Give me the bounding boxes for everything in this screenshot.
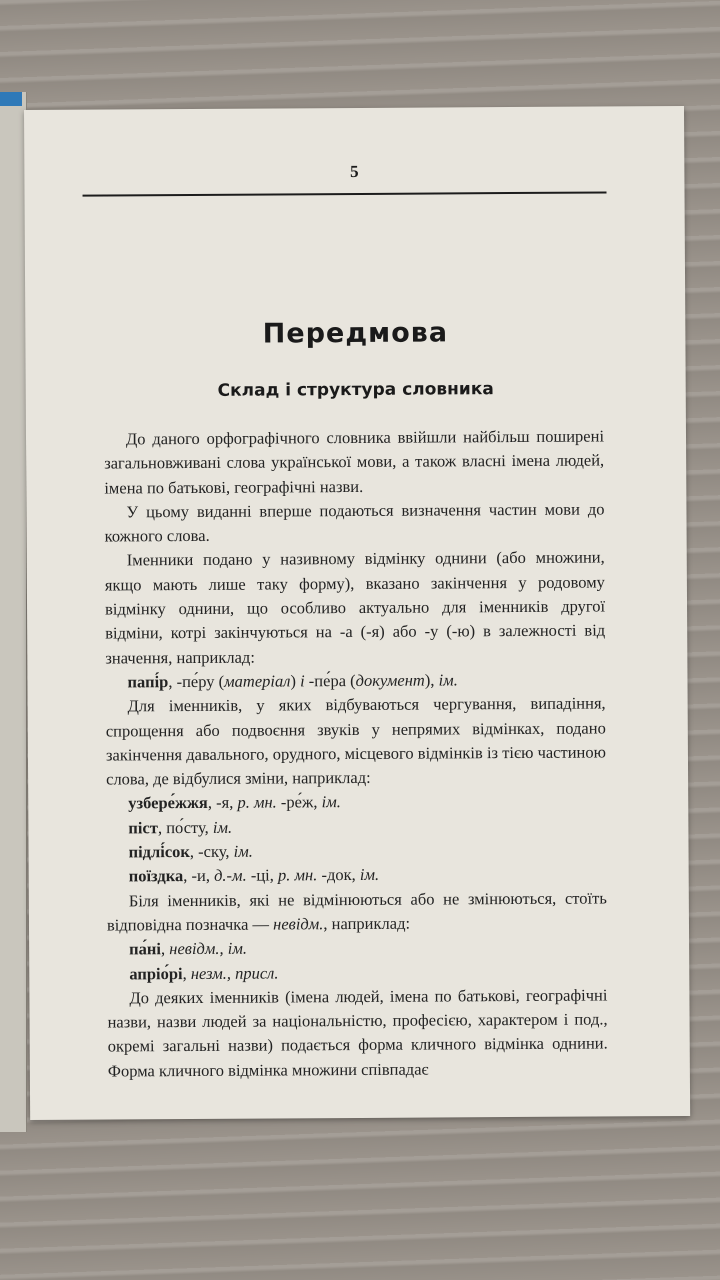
example-note: незм., присл.	[190, 962, 279, 983]
example-note: ім.	[321, 792, 341, 812]
headword: поїздка	[128, 866, 184, 886]
example-text: , -я,	[207, 793, 238, 813]
book-page	[24, 106, 690, 1120]
headword: узбере́жжя	[128, 793, 208, 813]
paragraph: Іменники подано у називному відмінку однини (або множини, якщо мають лише таку форму), вказано закінчення у родовому відмінку однини, що особливо актуально для іменників другої відміни, котрі закінчуються на -а (-я) або -у (-ю) в залежності від значення, наприклад:	[104, 547, 606, 668]
headword: апріо́рі	[129, 963, 183, 983]
example-text: -док,	[317, 865, 360, 885]
paragraph: До даного орфографічного словника ввійшли найбільш поширені загальновживані слова української мови, а також власні імена людей, імена по батькові, географічні назви.	[104, 426, 605, 498]
dictionary-example	[105, 667, 605, 694]
headword: папі́р	[127, 672, 169, 692]
example-text: , -ску,	[189, 841, 234, 862]
paragraph-text: , наприклад:	[323, 913, 411, 934]
dictionary-example	[106, 813, 606, 840]
page-title: Передмова	[262, 317, 449, 350]
dictionary-example	[107, 959, 607, 986]
example-text: -пе́ра (	[304, 670, 356, 691]
example-note: р. мн.	[277, 865, 318, 885]
example-text: -ре́ж,	[276, 792, 322, 812]
dictionary-example	[107, 935, 607, 962]
paragraph: У цьому виданні вперше подаються визначення частин мови до кожного слова.	[104, 499, 605, 546]
example-note: документ	[355, 670, 425, 690]
headword: па́ні	[129, 939, 162, 959]
example-note: р. мн.	[237, 792, 277, 813]
book-edge	[0, 92, 27, 1132]
example-note: ім.	[438, 670, 458, 690]
dictionary-example	[106, 789, 606, 816]
example-text: ,	[160, 939, 170, 959]
example-note: невідм., ім.	[169, 938, 248, 959]
paragraph-text: Біля іменників, які не відмінюються або не змінюються, стоїть відповідна позначка —	[106, 888, 607, 935]
dictionary-example	[106, 838, 606, 865]
paragraph	[107, 886, 607, 938]
example-note: ім.	[359, 865, 380, 885]
example-text: , -и,	[183, 866, 215, 886]
body-text	[104, 424, 608, 1083]
example-text: , -пе́ру (	[168, 671, 225, 692]
example-text: -ці,	[246, 865, 279, 885]
example-note: і	[299, 671, 305, 691]
example-note: ім.	[212, 817, 233, 837]
page-number: 5	[350, 161, 359, 182]
paragraph: Для іменників, у яких відбуваються чергування, випадіння, спрощення або подвоєння звуків у непрямих відмінках, подано закінчення давального, орудного, місцевого відмінків із тією частиною слова, де відбулися зміни, наприклад:	[105, 693, 606, 789]
headword: піст	[128, 817, 158, 838]
paragraph: До деяких іменників (імена людей, імена по батькові, географічні назви, назви людей за національністю, професією, характером і под., окремі загальні назви) подається форма кличного відмінка однини. Форма кличного відмінка множини співпадає	[107, 985, 608, 1081]
headword: підлі́сок	[128, 842, 190, 862]
example-text: )	[290, 671, 301, 691]
header-rule	[83, 191, 607, 196]
example-note: ім.	[233, 841, 253, 861]
dictionary-example	[107, 862, 607, 889]
paragraph-note: невідм.	[273, 914, 324, 934]
example-text: , по́сту,	[157, 817, 213, 837]
example-note: д.-м.	[213, 865, 247, 886]
section-title: Склад і структура словника	[217, 379, 494, 401]
bookmark-tab	[0, 92, 22, 106]
example-note: матеріал	[224, 671, 291, 691]
example-text: ),	[424, 670, 439, 690]
example-text: ,	[182, 963, 191, 983]
